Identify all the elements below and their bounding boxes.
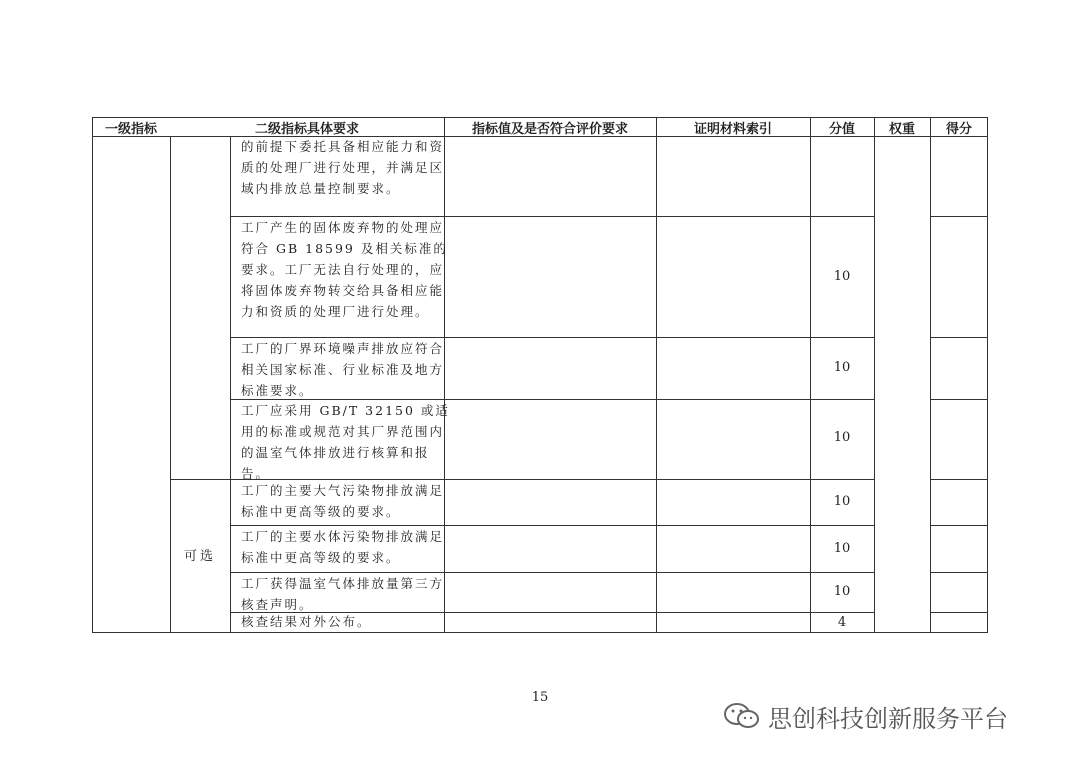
watermark-text: 思创科技创新服务平台: [768, 704, 1008, 733]
header-weight: 权重: [888, 121, 915, 137]
table-row-requirement: 工厂应采用 GB/T 32150 或适用的标准或规范对其厂界范围内的温室气体排放进行核算和报告。: [241, 403, 450, 479]
wechat-icon: [722, 701, 762, 731]
score-cell: 4: [837, 615, 847, 630]
table-row-requirement: 核查结果对外公布。: [241, 614, 372, 629]
header-level1: 一级指标: [104, 121, 157, 137]
header-score-earned: 得分: [945, 121, 972, 137]
header-indicator-value: 指标值及是否符合评价要求: [471, 121, 628, 137]
table-row-requirement: 工厂的主要水体污染物排放满足标准中更高等级的要求。: [241, 529, 445, 565]
table-row-requirement: 工厂的主要大气污染物排放满足标准中更高等级的要求。: [241, 483, 445, 519]
score-cell: 10: [833, 269, 851, 284]
table-row-requirement: 工厂产生的固体废弃物的处理应符合 GB 18599 及相关标准的要求。工厂无法自行处理的，应将固体废弃物转交给具备相应能力和资质的处理厂进行处理。: [241, 220, 448, 319]
table-row-requirement: 工厂的厂界环境噪声排放应符合相关国家标准、行业标准及地方标准要求。: [241, 341, 445, 398]
score-cell: 10: [833, 584, 851, 599]
page-number: 15: [531, 690, 549, 705]
watermark: [722, 698, 1008, 734]
score-cell: 10: [833, 494, 851, 509]
score-cell: 10: [833, 430, 851, 445]
indicator-table: [92, 117, 988, 633]
header-level2: 二级指标具体要求: [254, 121, 359, 137]
level2-optional-label: 可选: [183, 549, 216, 564]
score-cell: 10: [833, 360, 851, 375]
table-row-requirement: 的前提下委托具备相应能力和资质的处理厂进行处理，并满足区域内排放总量控制要求。: [241, 139, 445, 196]
table-row-requirement: 工厂获得温室气体排放量第三方核查声明。: [241, 576, 445, 612]
header-evidence-index: 证明材料索引: [693, 121, 772, 137]
score-cell: 10: [833, 541, 851, 556]
header-score-value: 分值: [828, 121, 855, 137]
